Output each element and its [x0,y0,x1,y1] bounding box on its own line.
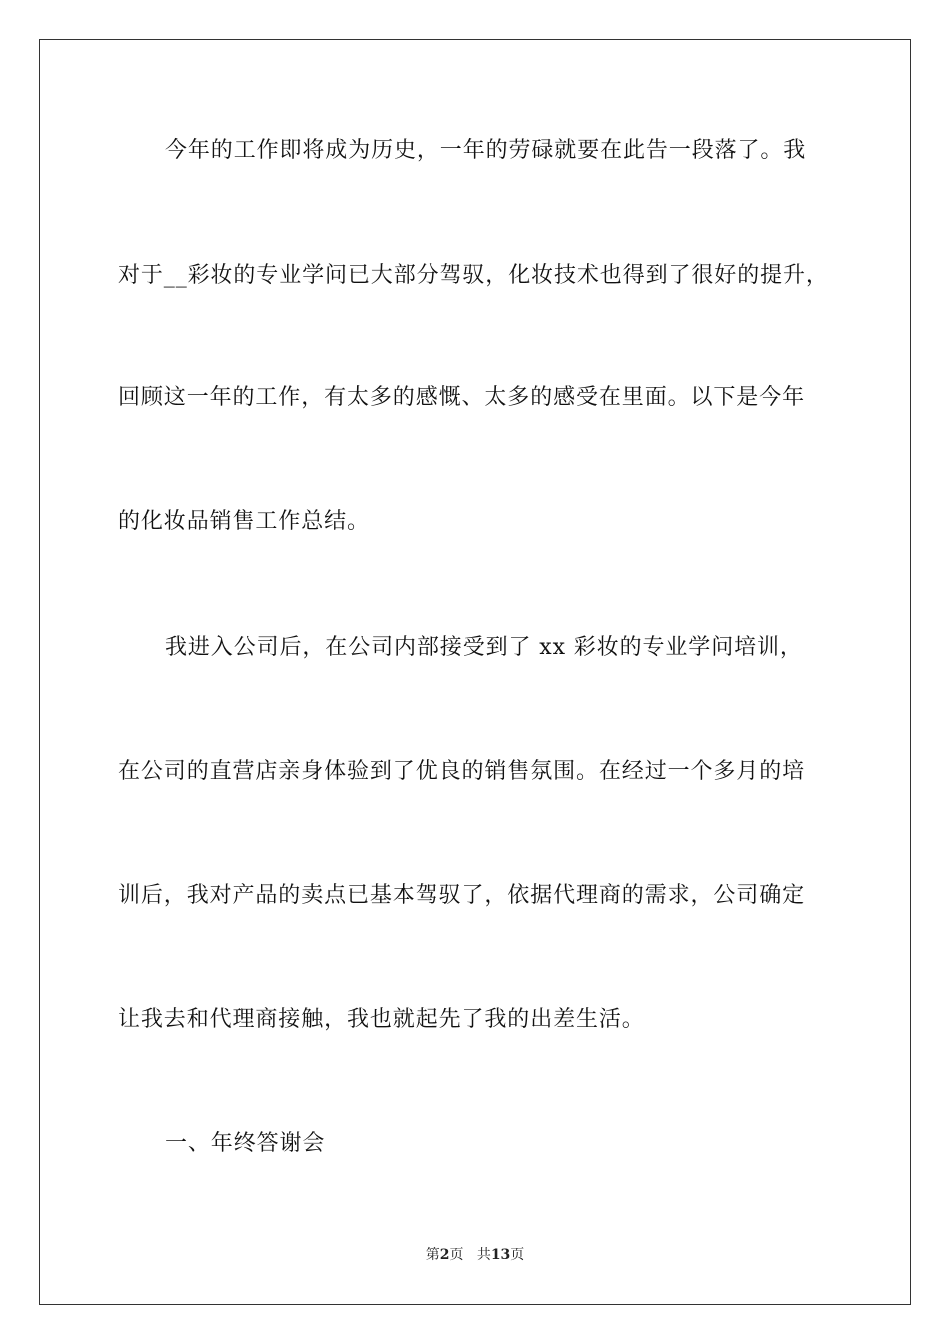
page-footer [0,1246,950,1264]
footer-page-prefix: 第 [425,1247,440,1263]
paragraph-1-line-1: 今年的工作即将成为历史，一年的劳碌就要在此告一段落了。我 [165,138,807,163]
footer-page-suffix: 页 [449,1247,464,1263]
paragraph-1-line-4: 的化妆品销售工作总结。 [118,509,370,534]
paragraph-2-line-1: 我进入公司后，在公司内部接受到了 xx 彩妆的专业学问培训， [165,635,803,660]
paragraph-1-line-2: 对于__彩妆的专业学问已大部分驾驭，化妆技术也得到了很好的提升， [118,263,829,288]
footer-total-prefix: 共 [476,1247,491,1263]
footer-total-suffix: 页 [510,1247,525,1263]
paragraph-1-line-3: 回顾这一年的工作，有太多的感慨、太多的感受在里面。以下是今年 [118,385,806,410]
page-border [39,39,911,1305]
section-heading: 一、年终答谢会 [165,1131,326,1156]
paragraph-2-line-3: 训后，我对产品的卖点已基本驾驭了，依据代理商的需求，公司确定 [118,883,806,908]
footer-total-pages: 13 [490,1247,511,1263]
footer-page-number: 2 [439,1247,450,1263]
paragraph-2-line-2: 在公司的直营店亲身体验到了优良的销售氛围。在经过一个多月的培 [118,759,806,784]
paragraph-2-line-4: 让我去和代理商接触，我也就起先了我的出差生活。 [118,1007,645,1032]
